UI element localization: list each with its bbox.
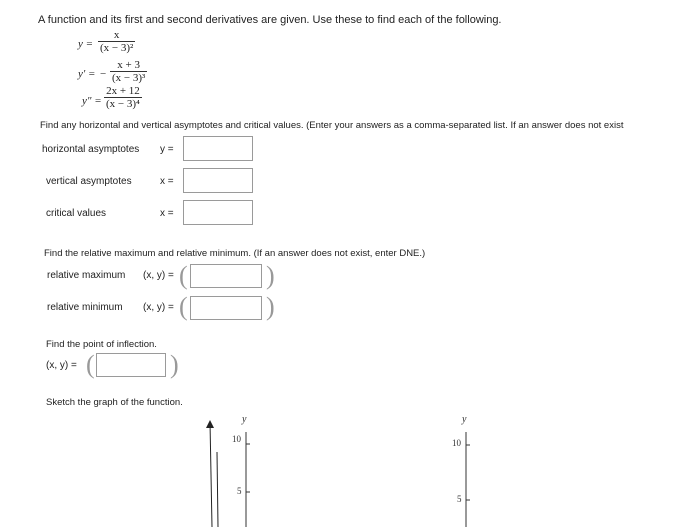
horizontal-asymptotes-var: y =	[160, 144, 174, 155]
y-double-prime-numerator: 2x + 12	[104, 86, 142, 98]
graph-left-curve-a	[210, 422, 212, 527]
y-prime-denominator: (x − 3)³	[112, 72, 146, 84]
y-label: y =	[78, 38, 94, 50]
y-double-prime-denominator: (x − 3)⁴	[106, 98, 140, 110]
graph-left-y-label: y	[242, 414, 247, 425]
graph-left-tick-10-label: 10	[232, 434, 241, 444]
critical-values-input[interactable]	[183, 200, 253, 225]
horizontal-asymptotes-input[interactable]	[183, 136, 253, 161]
inflection-instructions: Find the point of inflection.	[46, 339, 157, 350]
graph-left-curve-b	[217, 452, 218, 527]
y-denominator: (x − 3)²	[100, 42, 134, 54]
y-prime-label: y' =	[78, 68, 96, 80]
inflection-open-paren: (	[86, 350, 95, 379]
graph-right-canvas[interactable]	[440, 412, 520, 527]
extrema-instructions: Find the relative maximum and relative minimum. (If an answer does not exist, enter DNE.)	[44, 248, 426, 259]
relative-maximum-open-paren: (	[179, 261, 188, 290]
y-prime-sign: −	[100, 68, 107, 80]
graph-left-tick-5-label: 5	[237, 486, 242, 496]
relative-maximum-var: (x, y) =	[143, 270, 174, 281]
vertical-asymptotes-var: x =	[160, 176, 174, 187]
inflection-input[interactable]	[96, 353, 166, 377]
graph-right-tick-5-label: 5	[457, 494, 462, 504]
relative-maximum-label: relative maximum	[47, 270, 126, 281]
y-prime-fraction	[110, 60, 147, 84]
intro-text: A function and its first and second derivatives are given. Use these to find each of the following.	[38, 14, 502, 26]
relative-maximum-close-paren: )	[266, 261, 275, 290]
inflection-close-paren: )	[170, 350, 179, 379]
horizontal-asymptotes-label: horizontal asymptotes	[42, 144, 140, 155]
graph-left[interactable]	[190, 412, 310, 527]
graph-right-tick-10-label: 10	[452, 438, 461, 448]
y-double-prime-label: y" =	[82, 95, 102, 107]
critical-values-label: critical values	[46, 208, 107, 219]
relative-minimum-open-paren: (	[179, 292, 188, 321]
graph-right-y-label: y	[462, 414, 467, 425]
relative-minimum-input[interactable]	[190, 296, 262, 320]
inflection-var: (x, y) =	[46, 360, 77, 371]
graph-right[interactable]	[440, 412, 520, 527]
vertical-asymptotes-label: vertical asymptotes	[46, 176, 132, 187]
graph-left-canvas[interactable]	[190, 412, 310, 527]
y-prime-numerator: x + 3	[110, 60, 147, 72]
asymptote-instructions: Find any horizontal and vertical asymptotes and critical values. (Enter your answers as a comma-separated list. If an answer does not exist	[40, 120, 624, 131]
y-numerator: x	[98, 30, 135, 42]
relative-minimum-close-paren: )	[266, 292, 275, 321]
vertical-asymptotes-input[interactable]	[183, 168, 253, 193]
relative-maximum-input[interactable]	[190, 264, 262, 288]
critical-values-var: x =	[160, 208, 174, 219]
relative-minimum-label: relative minimum	[47, 302, 123, 313]
relative-minimum-var: (x, y) =	[143, 302, 174, 313]
y-fraction	[98, 30, 135, 54]
sketch-instructions: Sketch the graph of the function.	[46, 397, 183, 408]
y-double-prime-fraction	[104, 86, 142, 110]
